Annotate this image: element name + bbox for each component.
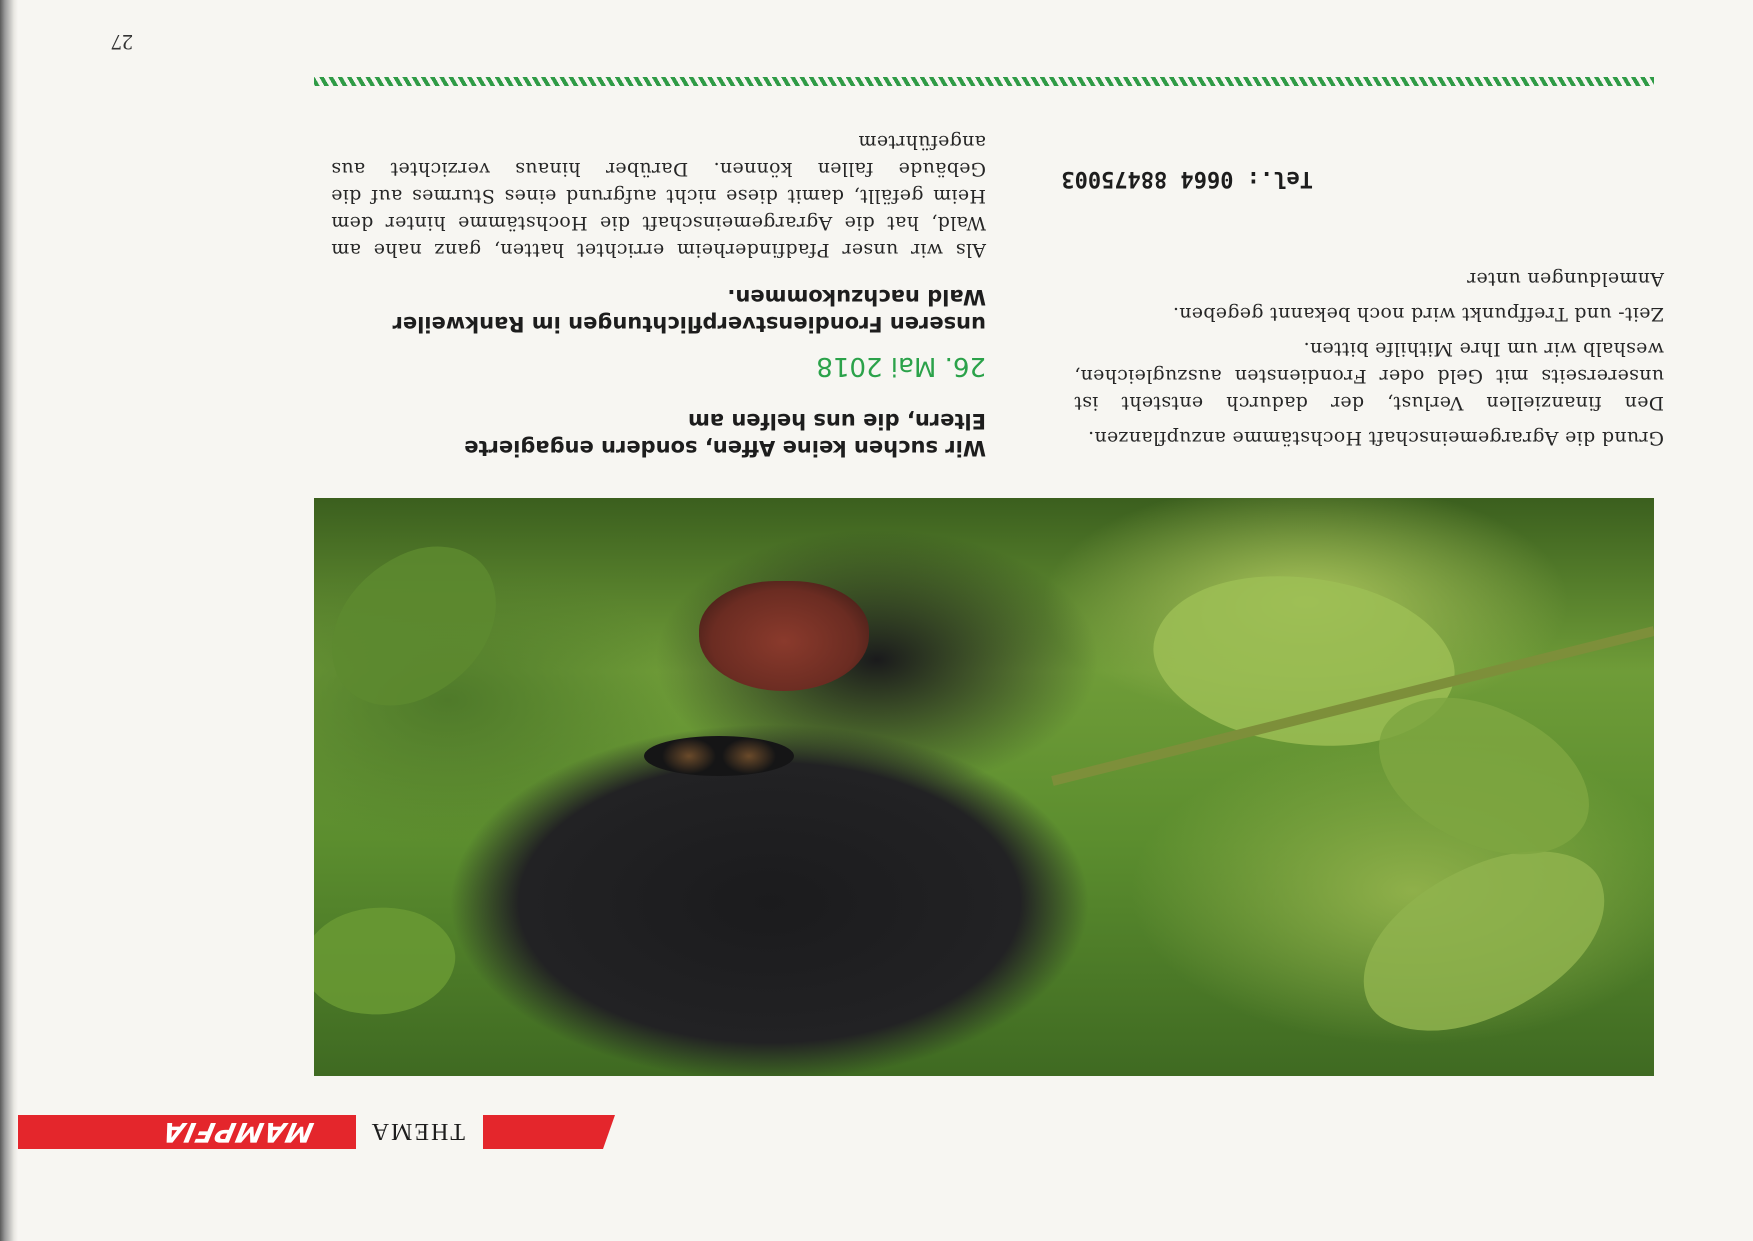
page-number: 27 [111, 30, 133, 55]
leaf-shape [314, 894, 462, 1028]
decorative-stripe [314, 77, 1654, 86]
section-banner [18, 1115, 615, 1149]
paragraph: Zeit- und Treffpunkt wird noch bekannt gegeben. [1172, 303, 1664, 325]
event-date: 26. Mai 2018 [816, 351, 986, 381]
paragraph: Den finanziellen Verlust, der dadurch entsteht ist unsererseits mit Geld oder Frondiensten auszugleichen, weshalb wir um Ihre Mithilfe bitten. [1074, 338, 1664, 414]
paragraph: Als wir unser Pfadfinderheim errichtet hatten, ganz nahe am Wald, hat die Agrargemeinschaft die Hochstämme hinter dem Heim gefällt, damit diese nicht aufgrund eines Sturmes auf die Gebäude fallen können. Darüber hinaus verzichtet aus angeführtem [331, 131, 986, 261]
phone-number: Tel.: 0664 88475003 [1061, 166, 1313, 191]
registration-label: Anmeldungen unter [1466, 268, 1664, 290]
section-label: THEMA [356, 1115, 483, 1149]
gorilla-photo [314, 498, 1654, 1076]
page-binding-shadow [0, 0, 18, 1241]
gorilla-mouth [699, 581, 869, 691]
column-left [331, 128, 986, 461]
article-heading: Wir suchen keine Affen, sondern engagierte Eltern, die uns helfen am [464, 409, 986, 460]
gorilla-eyes [644, 736, 794, 776]
brand-logo: MAMPFIA [158, 1116, 317, 1147]
paragraph: Grund die Agrargemeinschaft Hochstämme anzupflanzen. [1087, 427, 1664, 449]
leaf-shape [1336, 826, 1632, 1056]
leaf-shape [314, 525, 525, 728]
article-subheading: unseren Frondienstverpflichtungen im Rankweiler Wald nachzukommen. [392, 285, 986, 336]
column-right [1074, 265, 1664, 451]
